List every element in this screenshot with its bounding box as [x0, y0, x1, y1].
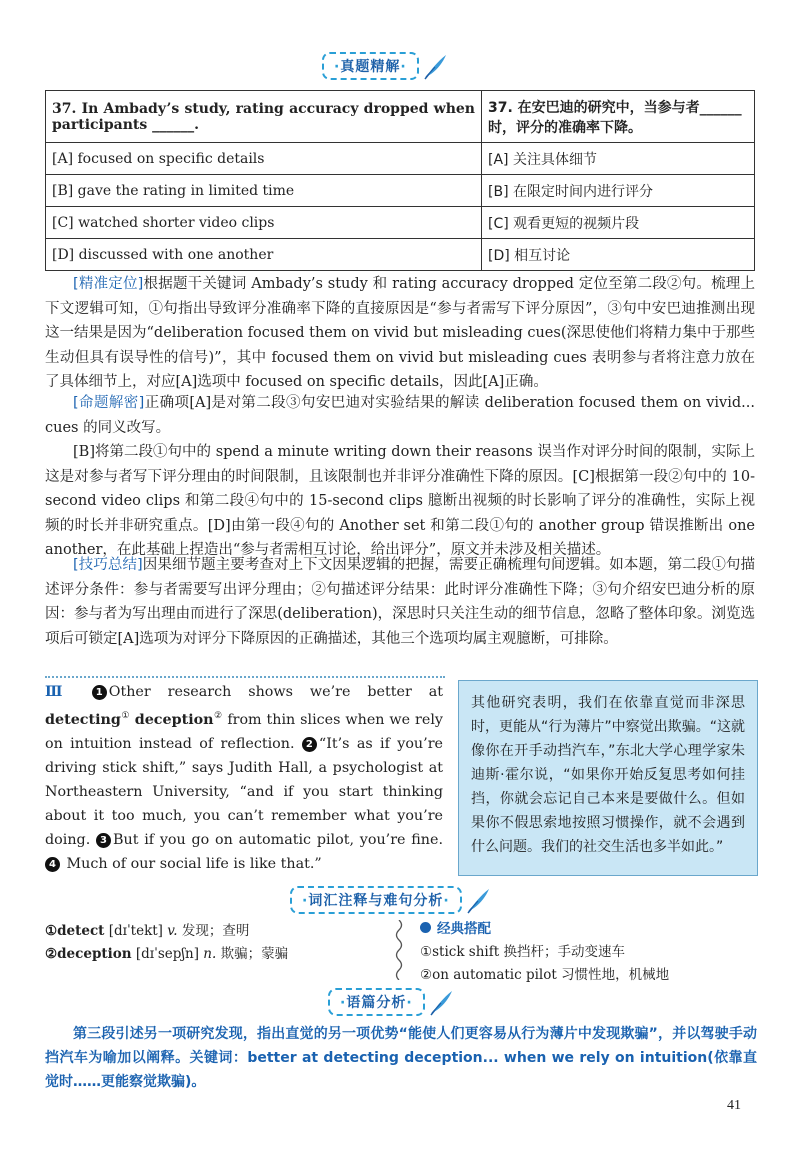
vocab-list: [45, 920, 385, 966]
banner-exam-label: ·真题精解·: [322, 52, 419, 80]
explain-distractors-text: [B]将第二段①句中的 spend a minute writing down their reasons 误当作对评分时间的限制，实际上这是对参与者写下评分理由的时间限制，且该限制也并非评分准确性下降的原因。[C]根据第一段②句中的 10-second video clips 和第二段④句中的 15-second clips 臆断出视频的时长影响了评分的准确性，实际上视频的时长并非研究重点。[D]由第一段④句的 Another set 和第二段①句的 another group 错误推断出 one another，在此基础上捏造出“参与者需相互讨论，给出评分”，原文并未涉及相关描述。: [45, 444, 755, 558]
option-row: [46, 207, 755, 239]
explain-distractors: [45, 440, 755, 563]
vocab-phonetic: [dɪˈsepʃn]: [135, 946, 199, 962]
discourse-analysis: 第三段引述另一项研究发现，指出直觉的另一项优势“能使人们更容易从行为薄片中发现欺骗”，并以驾驶手动挡汽车为喻加以阐释。关键词：better at detecting deception... when we rely on intuition(依靠直觉时……更能察觉欺骗)。: [45, 1026, 757, 1090]
translation-box: [458, 680, 758, 876]
question-stem-row: [46, 91, 755, 143]
sentence-1b: from thin slices when we rely on intuition instead of reflection.: [45, 712, 443, 752]
vocab-word-deception: deception: [134, 712, 214, 728]
sentence-marker-3: 3: [96, 833, 111, 848]
collocation-list: [420, 918, 760, 987]
page-number: 41: [727, 1098, 741, 1113]
vocab-word: ②deception: [45, 946, 132, 962]
sentence-2: “It’s as if you’re driving stick shift,” says Judith Hall, a psychologist at Northeastern University, “and if you start thinking about it too much, you can’t remember what you’re doing.: [45, 736, 443, 848]
vocab-item: [45, 943, 385, 966]
collocation-item: ②on automatic pilot 习惯性地，机械地: [420, 967, 670, 983]
banner-vocab: [290, 886, 492, 914]
explain-decode: [45, 391, 755, 440]
explain-locate-text: 根据题干关键词 Ambady’s study 和 rating accuracy dropped 定位至第二段②句。梳理上下文逻辑可知，①句指出导致评分准确率下降的直接原因是“参与者需写下评分原因”，③句中安巴迪推测出现这一结果是因为“deliberation focused them on vivid but misleading cues(深思使他们将精力集中于那些生动但具有误导性的信号)”，其中 focused them on vivid but misleading cues 表明参与者将注意力放在了具体细节上，对应[A]选项中 focused on specific details，因此[A]正确。: [45, 276, 755, 390]
translation-text: 其他研究表明，我们在依靠直觉而非深思时，更能从“行为薄片”中察觉出欺骗。“这就像你在开手动挡汽车，”东北大学心理学家朱迪斯·霍尔说，“如果你开始反复思考如何挂挡，你就会忘记自己本来是要做什么。但如果你不假思索地按照习惯操作，就不会遇到什么问题。我们的社交生活也多半如此。”: [471, 695, 745, 855]
sentence-4: Much of our social life is like that.”: [62, 856, 322, 872]
option-b-zh: [B] 在限定时间内进行评分: [482, 175, 755, 207]
vocab-word-detecting: detecting: [45, 712, 121, 728]
option-a-en: [A] focused on specific details: [46, 143, 482, 175]
footnote-2: ②: [213, 711, 223, 721]
explain-locate: [45, 272, 755, 395]
option-a-zh: [A] 关注具体细节: [482, 143, 755, 175]
bullet-icon: [420, 922, 431, 933]
vocab-item: [45, 920, 385, 943]
sentence-marker-4: 4: [45, 857, 60, 872]
vocab-phonetic: [dɪˈtekt]: [108, 923, 163, 939]
vocab-pos: n.: [203, 946, 217, 962]
sentence-marker-2: 2: [302, 737, 317, 752]
banner-vocab-label: ·词汇注释与难句分析·: [290, 886, 462, 914]
explain-decode-text: 正确项[A]是对第二段③句安巴迪对实验结果的解读 deliberation focused them on vivid... cues 的同义改写。: [45, 395, 755, 436]
explain-tips: [45, 553, 755, 651]
option-row: [46, 175, 755, 207]
vocab-word: ①detect: [45, 923, 105, 939]
quill-pen-icon: [466, 886, 492, 914]
option-d-en: [D] discussed with one another: [46, 239, 482, 271]
quill-pen-icon: [429, 988, 455, 1016]
option-c-en: [C] watched shorter video clips: [46, 207, 482, 239]
option-row: [46, 143, 755, 175]
tag-locate: [精准定位]: [73, 276, 144, 292]
divider: [45, 676, 445, 678]
option-row: [46, 239, 755, 271]
question-table: [45, 90, 755, 271]
question-stem-zh: 37. 在安巴迪的研究中，当参与者______时，评分的准确率下降。: [482, 91, 755, 143]
sentence-marker-1: 1: [92, 685, 107, 700]
paragraph-number: Ⅲ: [45, 684, 75, 700]
collocation-title: 经典搭配: [420, 918, 760, 941]
passage-paragraph-3: [45, 680, 443, 876]
banner-exam: [322, 52, 449, 80]
option-d-zh: [D] 相互讨论: [482, 239, 755, 271]
wavy-divider: [392, 920, 406, 980]
footnote-1: ①: [120, 711, 130, 721]
question-stem-en: 37. In Ambady’s study, rating accuracy dropped when participants ______.: [46, 91, 482, 143]
banner-discourse-label: ·语篇分析·: [328, 988, 425, 1016]
banner-discourse: [328, 988, 455, 1016]
option-b-en: [B] gave the rating in limited time: [46, 175, 482, 207]
tag-decode: [命题解密]: [73, 395, 145, 411]
vocab-meaning: 欺骗；蒙骗: [220, 946, 289, 962]
vocab-pos: v.: [167, 923, 178, 939]
quill-pen-icon: [423, 52, 449, 80]
tag-tips: [技巧总结]: [73, 557, 143, 573]
explain-tips-text: 因果细节题主要考查对上下文因果逻辑的把握，需要正确梳理句间逻辑。如本题，第二段①句描述评分条件：参与者需要写出评分理由；②句描述评分结果：此时评分准确性下降；③句介绍安巴迪分析的原因：参与者为写出理由而进行了深思(deliberation)，深思时只关注生动的细节信息，忽略了整体印象。浏览选项后可锁定[A]选项为对评分下降原因的正确描述，其他三个选项均属主观臆断，可排除。: [45, 557, 755, 647]
collocation-item: ①stick shift 换挡杆；手动变速车: [420, 944, 625, 960]
sentence-1a: Other research shows we’re better at: [108, 684, 443, 700]
option-c-zh: [C] 观看更短的视频片段: [482, 207, 755, 239]
sentence-3: But if you go on automatic pilot, you’re fine.: [113, 832, 444, 848]
vocab-meaning: 发现；查明: [181, 923, 250, 939]
